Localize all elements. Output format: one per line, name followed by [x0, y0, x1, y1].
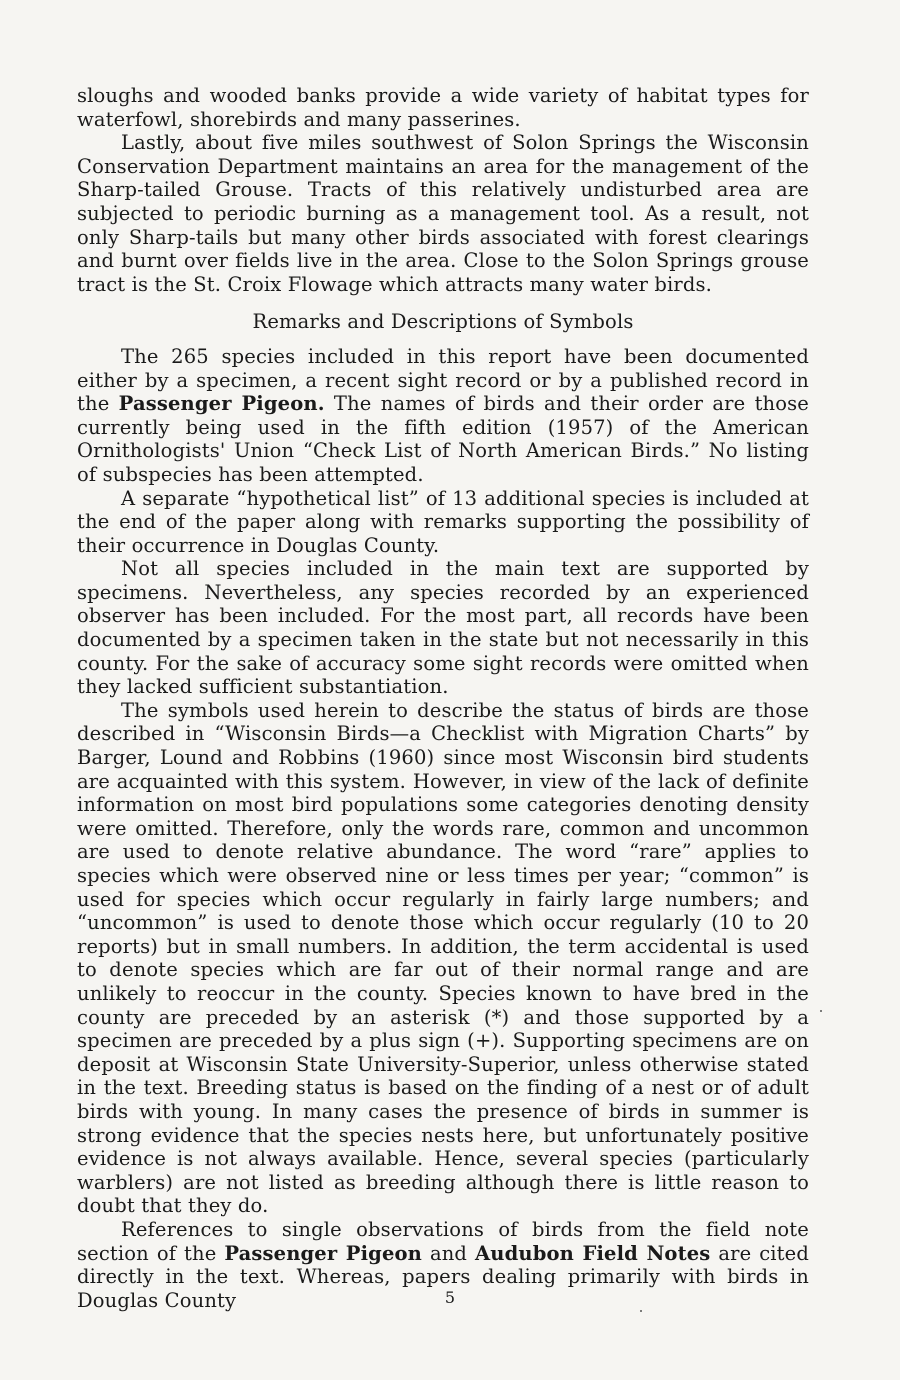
paragraph-6: The symbols used herein to describe the status of birds are those described in “Wisconsin Birds—a Checklist with Migration Charts” by Barger, Lound and Robbins (1960) since most Wisconsin bird students are acquainted with this system. However, in view of the lack of definite information on most bird populations some categories denoting density were omitted. Therefore, only the words rare, common and uncommon are used to denote relative abundance. The word “rare” applies to species which were observed nine or less times per year; “common” is used for species which occur regularly in fairly large numbers; and “uncommon” is used to denote those which occur regularly (10 to 20 reports) but in small numbers. In addition, the term accidental is used to denote species which are far out of their normal range and are unlikely to reoccur in the county. Species known to have bred in the county are preceded by an asterisk (*) and those supported by a specimen are preceded by a plus sign (+). Supporting specimens are on deposit at Wisconsin State University-Superior, unless otherwise stated in the text. Breeding status is based on the finding of a nest or of adult birds with young. In many cases the presence of birds in summer is strong evidence that the species nests here, but unfortunately positive evidence is not always available. Hence, several species (particularly warblers) are not listed as breeding although there is little reason to doubt that they do. [77, 698, 809, 1218]
paragraph-1: sloughs and wooded banks provide a wide variety of habitat types for waterfowl, shorebirds and many passerines. [77, 84, 809, 131]
journal-title-audubon-field-notes: Audubon Field Notes [474, 1241, 711, 1265]
journal-title-passenger-pigeon: Passenger Pigeon. [118, 392, 325, 416]
paragraph-4: A separate “hypothetical list” of 13 additional species is included at the end of the paper along with remarks supporting the possibility of their occurrence in Douglas County. [77, 486, 809, 557]
paragraph-2: Lastly, about five miles southwest of Solon Springs the Wisconsin Conservation Department maintains an area for the management of the Sharp-tailed Grouse. Tracts of this relatively undisturbed area are subjected to periodic burning as a management tool. As a result, not only Sharp-tails but many other birds associated with forest clearings and burnt over fields live in the area. Close to the Solon Springs grouse tract is the St. Croix Flowage which attracts many water birds. [77, 131, 809, 296]
scan-speck [640, 1310, 642, 1312]
paragraph-5: Not all species included in the main text are supported by specimens. Nevertheless, any species recorded by an experienced observer has been included. For the most part, all records have been documented by a specimen taken in the state but not necessarily in this county. For the sake of accuracy some sight records were omitted when they lacked sufficient substantiation. [77, 557, 809, 699]
journal-title-passenger-pigeon-2: Passenger Pigeon [224, 1241, 423, 1265]
paragraph-7-text-b: are cited directly in the text. Whereas, papers dealing primarily with birds in Douglas County [77, 1241, 809, 1312]
paragraph-3 [77, 345, 809, 487]
paragraph-7-text-mid: and [422, 1241, 475, 1265]
document-page [77, 84, 809, 1312]
section-heading: Remarks and Descriptions of Symbols [252, 310, 634, 334]
paragraph-3-text-b: The names of birds and their order are those currently being used in the fifth edition (1957) of the American Ornithologists' Union “Check List of North American Birds.” No listing of subspecies has been attempted. [77, 392, 809, 486]
scan-speck [820, 1010, 822, 1012]
paragraph-3-text-a: The 265 species included in this report have been documented either by a specimen, a recent sight record or by a published record in the [77, 344, 809, 416]
paragraph-7-text-a: References to single observations of birds from the field note section of the [77, 1217, 809, 1265]
page-number: 5 [444, 1288, 456, 1307]
